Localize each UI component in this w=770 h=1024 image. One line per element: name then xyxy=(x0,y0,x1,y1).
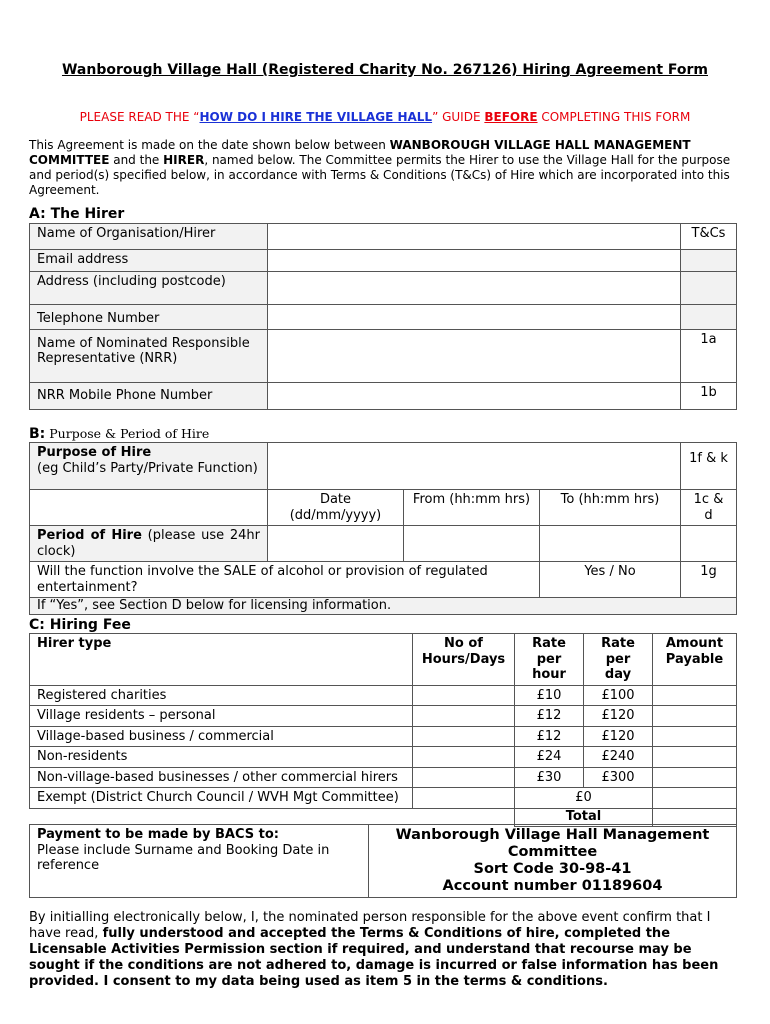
row-label: NRR Mobile Phone Number xyxy=(30,382,268,409)
page-title: Wanborough Village Hall (Registered Charity No. 267126) Hiring Agreement Form xyxy=(61,62,708,78)
organisation-input[interactable] xyxy=(268,224,681,250)
nrr-phone-input[interactable] xyxy=(268,382,681,409)
hirer-row-address xyxy=(30,272,737,305)
tc-header: T&Cs xyxy=(681,224,737,250)
bank-details xyxy=(369,825,737,898)
rate-per-day: £120 xyxy=(584,706,653,727)
payment-reference-note: Please include Surname and Booking Date in reference xyxy=(37,842,330,873)
rate-per-day: £300 xyxy=(584,767,653,788)
payment-label: Payment to be made by BACS to: xyxy=(37,827,279,842)
period-row xyxy=(30,526,737,562)
amount-input[interactable] xyxy=(653,726,737,747)
sort-code: Sort Code 30-98-41 xyxy=(473,861,632,877)
period-label-cell xyxy=(30,526,268,562)
intro-part-1: This Agreement is made on the date shown below between xyxy=(29,138,390,152)
from-column-header: From (hh:mm hrs) xyxy=(404,490,540,526)
hirer-type: Non-residents xyxy=(30,747,413,768)
from-time-input[interactable] xyxy=(404,526,540,562)
hirer-word: HIRER xyxy=(163,153,205,167)
period-header-row xyxy=(30,490,737,526)
section-b-heading xyxy=(29,426,209,442)
tc-cell: 1a xyxy=(681,329,737,382)
amount-header: Amount Payable xyxy=(653,634,737,686)
nrr-name-input[interactable] xyxy=(268,329,681,382)
hours-input[interactable] xyxy=(413,767,515,788)
row-label: Address (including postcode) xyxy=(30,272,268,305)
hirer-row-telephone xyxy=(30,305,737,330)
notice-before: BEFORE xyxy=(484,110,538,124)
rate-per-day: £100 xyxy=(584,685,653,706)
fee-row xyxy=(30,747,737,768)
date-input[interactable] xyxy=(268,526,404,562)
telephone-input[interactable] xyxy=(268,305,681,330)
hirer-row-nrr-phone xyxy=(30,382,737,409)
fee-row xyxy=(30,726,737,747)
row-label: Telephone Number xyxy=(30,305,268,330)
fee-row xyxy=(30,685,737,706)
payment-table xyxy=(29,824,737,898)
row-label: Name of Organisation/Hirer xyxy=(30,224,268,250)
purpose-period-table xyxy=(29,442,737,615)
fee-row xyxy=(30,767,737,788)
consent-text-bold: fully understood and accepted the Terms & Conditions of hire, completed the Licensable Activities Permission section if required, and understand that recourse may be sought if the conditions are not adhered to, damage is incurred or false information has been provided. I consent to my data being used as item 5 in the terms & conditions. xyxy=(29,926,719,989)
committee-name: WANBOROUGH VILLAGE HALL MANAGEMENT COMMITTEE xyxy=(29,138,691,167)
rate-per-hour: £10 xyxy=(515,685,584,706)
hours-input[interactable] xyxy=(413,706,515,727)
intro-part-5: , named below. The Committee permits the Hirer to use the Village Hall for the purpose and period(s) specified below, in accordance with Terms & Conditions (T&Cs) of Hire which are incorporated into this Agreement. xyxy=(29,153,731,197)
section-b-letter: B: xyxy=(29,426,46,442)
period-label: Period of Hire xyxy=(37,528,142,543)
licensing-note: If “Yes”, see Section D below for licensing information. xyxy=(30,598,737,615)
tc-cell xyxy=(681,305,737,330)
hirer-table xyxy=(29,223,737,410)
purpose-label: Purpose of Hire xyxy=(37,445,152,460)
yes-no-choice[interactable]: Yes / No xyxy=(540,562,681,598)
account-number: Account number 01189604 xyxy=(442,878,663,894)
hours-input[interactable] xyxy=(413,685,515,706)
tc-cell xyxy=(681,272,737,305)
section-c-heading: C: Hiring Fee xyxy=(29,617,131,633)
hirer-type: Village residents – personal xyxy=(30,706,413,727)
to-time-input[interactable] xyxy=(540,526,681,562)
alcohol-row xyxy=(30,562,737,598)
exempt-rate: £0 xyxy=(515,788,653,809)
period-tc: 1c & d xyxy=(681,490,737,526)
rate-per-hour: £30 xyxy=(515,767,584,788)
hours-input[interactable] xyxy=(413,747,515,768)
hours-input[interactable] xyxy=(413,788,515,809)
hirer-row-organisation xyxy=(30,224,737,250)
hirer-type-header: Hirer type xyxy=(30,634,413,686)
rate-day-header: Rate per day xyxy=(584,634,653,686)
to-column-header: To (hh:mm hrs) xyxy=(540,490,681,526)
hirer-type: Registered charities xyxy=(30,685,413,706)
row-label: Name of Nominated Responsible Representative (NRR) xyxy=(30,329,268,382)
blank-cell xyxy=(681,526,737,562)
rate-per-hour: £12 xyxy=(515,706,584,727)
purpose-label-cell xyxy=(30,443,268,490)
intro-part-3: and the xyxy=(109,153,164,167)
hirer-row-email xyxy=(30,250,737,272)
row-label: Email address xyxy=(30,250,268,272)
purpose-tc: 1f & k xyxy=(681,443,737,490)
date-column-header: Date (dd/mm/yyyy) xyxy=(268,490,404,526)
alcohol-question: Will the function involve the SALE of alcohol or provision of regulated entertainment? xyxy=(30,562,540,598)
alcohol-tc: 1g xyxy=(681,562,737,598)
hire-guide-link[interactable]: HOW DO I HIRE THE VILLAGE HALL xyxy=(199,110,433,124)
rate-per-day: £240 xyxy=(584,747,653,768)
licensing-row xyxy=(30,598,737,615)
rate-per-hour: £24 xyxy=(515,747,584,768)
tc-cell: 1b xyxy=(681,382,737,409)
hours-input[interactable] xyxy=(413,726,515,747)
hirer-row-nrr xyxy=(30,329,737,382)
section-a-heading: A: The Hirer xyxy=(29,206,125,222)
total-label: Total xyxy=(515,808,653,826)
bank-account-name: Wanborough Village Hall Management Committee xyxy=(395,827,710,860)
blank-cell xyxy=(30,490,268,526)
hours-header: No of Hours/Days xyxy=(413,634,515,686)
notice-suffix: COMPLETING THIS FORM xyxy=(537,110,691,124)
amount-input[interactable] xyxy=(653,788,737,809)
consent-text-plain: By initialling electronically below, I, the nominated person responsible for the above event confirm that I have read, xyxy=(29,910,711,941)
fee-row xyxy=(30,706,737,727)
exempt-label: Exempt (District Church Council / WVH Mgt Committee) xyxy=(30,788,413,809)
period-clock-note: (please use 24hr clock) xyxy=(37,528,260,559)
rate-per-day: £120 xyxy=(584,726,653,747)
payment-instructions xyxy=(30,825,369,898)
notice-prefix: PLEASE READ THE “ xyxy=(79,110,200,124)
exempt-row xyxy=(30,788,737,809)
notice-middle: ” GUIDE xyxy=(432,110,485,124)
amount-input[interactable] xyxy=(653,685,737,706)
hirer-type: Village-based business / commercial xyxy=(30,726,413,747)
address-input[interactable] xyxy=(268,272,681,305)
rate-hour-header: Rate per hour xyxy=(515,634,584,686)
purpose-input[interactable] xyxy=(268,443,681,490)
fee-header-row xyxy=(30,634,737,686)
hirer-type: Non-village-based businesses / other commercial hirers xyxy=(30,767,413,788)
read-guide-notice xyxy=(30,110,740,124)
amount-input[interactable] xyxy=(653,747,737,768)
payment-row xyxy=(30,825,737,898)
amount-input[interactable] xyxy=(653,706,737,727)
agreement-intro xyxy=(29,138,734,198)
purpose-example: (eg Child’s Party/Private Function) xyxy=(37,460,258,476)
amount-input[interactable] xyxy=(653,767,737,788)
rate-per-hour: £12 xyxy=(515,726,584,747)
email-input[interactable] xyxy=(268,250,681,272)
tc-cell xyxy=(681,250,737,272)
section-b-title: Purpose & Period of Hire xyxy=(45,426,210,441)
consent-declaration xyxy=(29,910,741,990)
purpose-row xyxy=(30,443,737,490)
hiring-fee-table xyxy=(29,633,737,827)
